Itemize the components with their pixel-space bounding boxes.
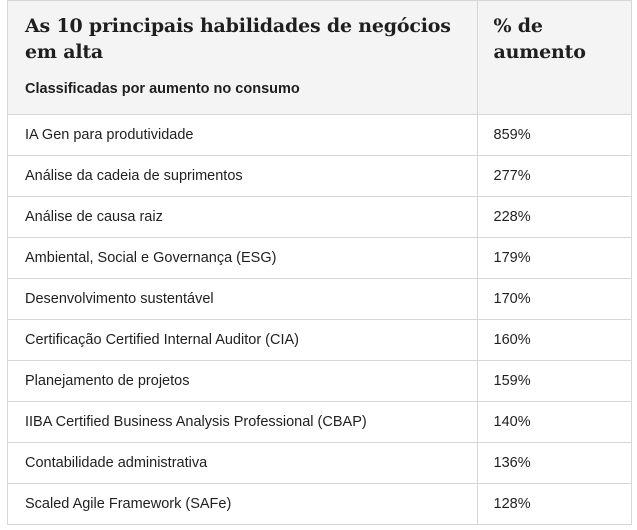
table-row (8, 197, 631, 238)
pct-column-header: % de aumento (493, 15, 586, 63)
header-skill-cell (8, 1, 477, 115)
pct-cell: 170% (477, 279, 631, 320)
skill-cell: Análise da cadeia de suprimentos (8, 156, 477, 197)
pct-cell: 859% (477, 115, 631, 156)
skill-cell: Ambiental, Social e Governança (ESG) (8, 238, 477, 279)
skill-cell: Scaled Agile Framework (SAFe) (8, 484, 477, 525)
skill-cell: Contabilidade administrativa (8, 443, 477, 484)
header-pct-cell (477, 1, 631, 115)
skill-cell: IIBA Certified Business Analysis Professional (CBAP) (8, 402, 477, 443)
pct-cell: 160% (477, 320, 631, 361)
table-row (8, 156, 631, 197)
table-row (8, 115, 631, 156)
top-business-skills-table (8, 1, 631, 524)
skill-cell: Análise de causa raiz (8, 197, 477, 238)
table-row (8, 361, 631, 402)
table-header-row (8, 1, 631, 115)
pct-cell: 140% (477, 402, 631, 443)
table-row (8, 238, 631, 279)
skill-cell: Planejamento de projetos (8, 361, 477, 402)
pct-cell: 159% (477, 361, 631, 402)
table-subtitle: Classificadas por aumento no consumo (25, 81, 300, 97)
skill-cell: IA Gen para produtividade (8, 115, 477, 156)
pct-cell: 128% (493, 496, 531, 512)
table-row (8, 320, 631, 361)
table-title: As 10 principais habilidades de negócios em alta (25, 15, 451, 63)
pct-cell: 277% (477, 156, 631, 197)
skill-cell: Certificação Certified Internal Auditor (CIA) (8, 320, 477, 361)
table-row (8, 443, 631, 484)
pct-cell: 228% (477, 197, 631, 238)
skills-table-container (7, 0, 632, 525)
table-row (8, 279, 631, 320)
pct-cell: 136% (477, 443, 631, 484)
table-row (8, 402, 631, 443)
pct-cell: 179% (477, 238, 631, 279)
skill-cell: Desenvolvimento sustentável (8, 279, 477, 320)
table-row (8, 484, 631, 525)
